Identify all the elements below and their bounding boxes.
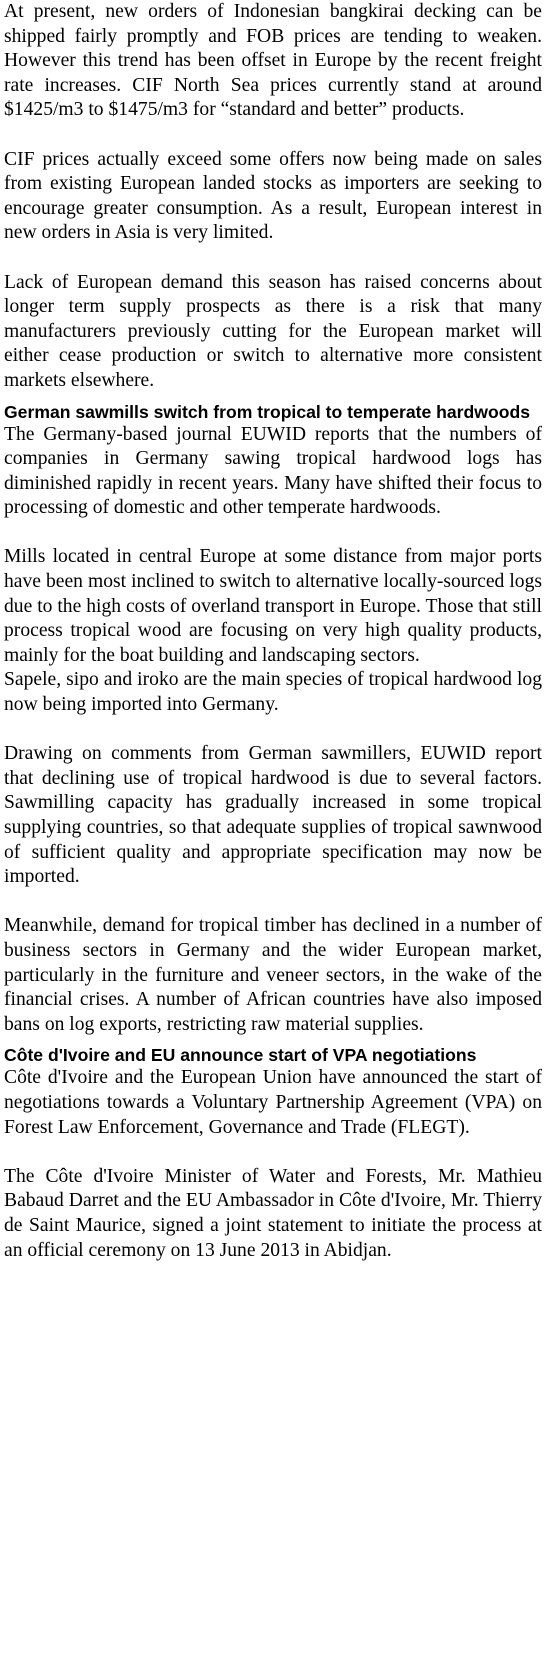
section-heading-german-sawmills: German sawmills switch from tropical to temperate hardwoods: [4, 401, 530, 422]
paragraph-spacer: [4, 521, 542, 546]
paragraph-cif-prices: CIF prices actually exceed some offers now being made on sales from existing European landed stocks as importers are seeking to encourage greater consumption. As a result, European interest in new orders in Asia is very limited.: [4, 148, 542, 244]
paragraph-spacer: [4, 890, 542, 915]
paragraph-euwid-report: The Germany-based journal EUWID reports that the numbers of companies in Germany sawing tropical hardwood logs has diminished rapidly in recent years. Many have shifted their focus to processing of domestic and other temperate hardwoods.: [4, 423, 542, 519]
paragraph-central-europe-mills: Mills located in central Europe at some distance from major ports have been most inclined to switch to alternative locally-sourced logs due to the high costs of overland transport in Europe. Those that still process tropical wood are focusing on very high quality products, mainly for the boat building and landscaping sectors.: [4, 546, 542, 666]
paragraph-spacer: [4, 718, 542, 743]
paragraph-spacer: [4, 1140, 542, 1165]
paragraph-joint-statement: The Côte d'Ivoire Minister of Water and Forests, Mr. Mathieu Babaud Darret and the EU Ambassador in Côte d'Ivoire, Mr. Thierry de Saint Maurice, signed a joint statement to initiate the process at an official ceremony on 13 June 2013 in Abidjan.: [4, 1165, 542, 1261]
paragraph-spacer: [4, 123, 542, 148]
paragraph-bangkirai-prices: At present, new orders of Indonesian bangkirai decking can be shipped fairly promptly and FOB prices are tending to weaken. However this trend has been offset in Europe by the recent freight rate increases. CIF North Sea prices currently stand at around $1425/m3 to $1475/m3 for “standard and better” products.: [4, 1, 542, 121]
paragraph-declining-use: Drawing on comments from German sawmillers, EUWID report that declining use of tropical hardwood is due to several factors. Sawmilling capacity has gradually increased in some tropical supplying countries, so that adequate supplies of tropical sawnwood of sufficient quality and appropriate specification may now be imported.: [4, 743, 542, 888]
section-heading-vpa-negotiations: Côte d'Ivoire and EU announce start of VPA negotiations: [4, 1045, 477, 1066]
paragraph-supply-concerns: Lack of European demand this season has raised concerns about longer term supply prospects as there is a risk that many manufacturers previously cutting for the European market will either cease production or switch to alternative more consistent markets elsewhere.: [4, 271, 542, 391]
paragraph-demand-decline: Meanwhile, demand for tropical timber has declined in a number of business sectors in Germany and the wider European market, particularly in the furniture and veneer sectors, in the wake of the financial crises. A number of African countries have also imposed bans on log exports, restricting raw material supplies.: [4, 915, 542, 1035]
paragraph-main-species: Sapele, sipo and iroko are the main species of tropical hardwood log now being imported into Germany.: [4, 669, 542, 716]
paragraph-vpa-announcement: Côte d'Ivoire and the European Union have announced the start of negotiations towards a Voluntary Partnership Agreement (VPA) on Forest Law Enforcement, Governance and Trade (FLEGT).: [4, 1067, 542, 1138]
paragraph-spacer: [4, 246, 542, 271]
document-page: [4, 0, 542, 1263]
